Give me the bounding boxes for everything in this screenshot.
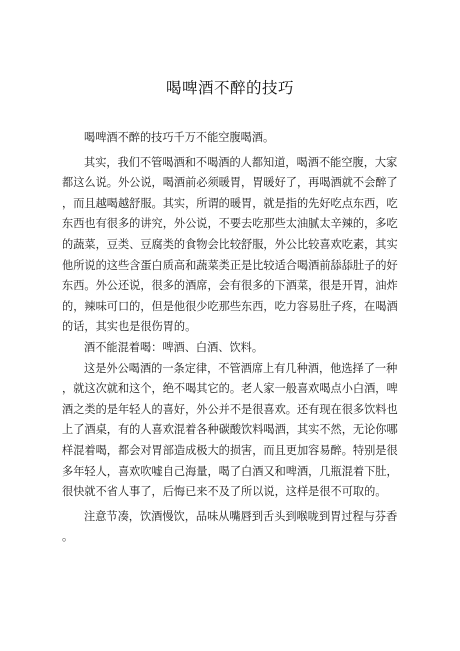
paragraph-line: 喝啤酒不醉的技巧千万不能空腹喝酒。	[84, 131, 275, 144]
paragraph-line: 他所说的这些含蛋白质高和蔬菜类正是比较适合喝酒前舔舔肚子的好	[62, 258, 398, 272]
paragraph-line: ，就这次就和这个，绝不喝其它的。老人家一般喜欢喝点小白酒，啤	[62, 382, 398, 396]
paragraph-line: 酒不能混着喝：啤酒、白酒、饮料。	[84, 340, 264, 354]
document-body	[62, 128, 398, 548]
paragraph-line: 都这么说。外公说，喝酒前必须暖胃，胃暖好了，再喝酒就不会醉了	[62, 176, 398, 190]
paragraph-line: 的蔬菜，豆类、豆腐类的食物会比较舒服，外公比较喜欢吃素，其实	[62, 237, 398, 251]
paragraph-line: 多年轻人，喜欢吹嘘自己海量，喝了白酒又和啤酒，几瓶混着下肚，	[62, 464, 398, 478]
paragraph-line: 这是外公喝酒的一条定律，不管酒席上有几种酒，他选择了一种	[84, 361, 398, 375]
paragraph-line: 注意节凑，饮酒慢饮，品味从嘴唇到舌头到喉咙到胃过程与芬香	[84, 509, 398, 523]
paragraph-line: 很快就不省人事了，后悔已来不及了所以说，这样是很不可取的。	[62, 485, 387, 499]
paragraph-line: 的，辣味可口的，但是他很少吃那些东西，吃力容易肚子疼，在喝酒	[62, 299, 398, 313]
paragraph-line: 样混着喝，都会对胃部造成极大的损害，而且更加容易醉。特别是很	[62, 443, 398, 457]
paragraph-line: 东西也有很多的讲究，外公说，不要去吃那些太油腻太辛辣的，多吃	[62, 217, 398, 231]
paragraph-line: 东西。外公还说，很多的酒席，会有很多的下酒菜，很是开胃，油炸	[62, 279, 398, 293]
paragraph-line: 酒之类的是年轻人的喜好，外公并不是很喜欢。还有现在很多饮料也	[62, 402, 398, 416]
document-title: 喝啤酒不醉的技巧	[165, 79, 294, 97]
paragraph-line: 上了酒桌，有的人喜欢混着各种碳酸饮料喝酒，其实不然，无论你哪	[62, 423, 398, 437]
paragraph-line: 其实，我们不管喝酒和不喝酒的人都知道，喝酒不能空腹，大家	[84, 155, 398, 169]
paragraph-line: 。	[62, 530, 74, 544]
paragraph-line: 的话，其实也是很伤胃的。	[62, 320, 197, 334]
paragraph-line: ，而且越喝越舒服。其实，所谓的暖胃，就是指的先好吃点东西，吃	[62, 196, 398, 210]
